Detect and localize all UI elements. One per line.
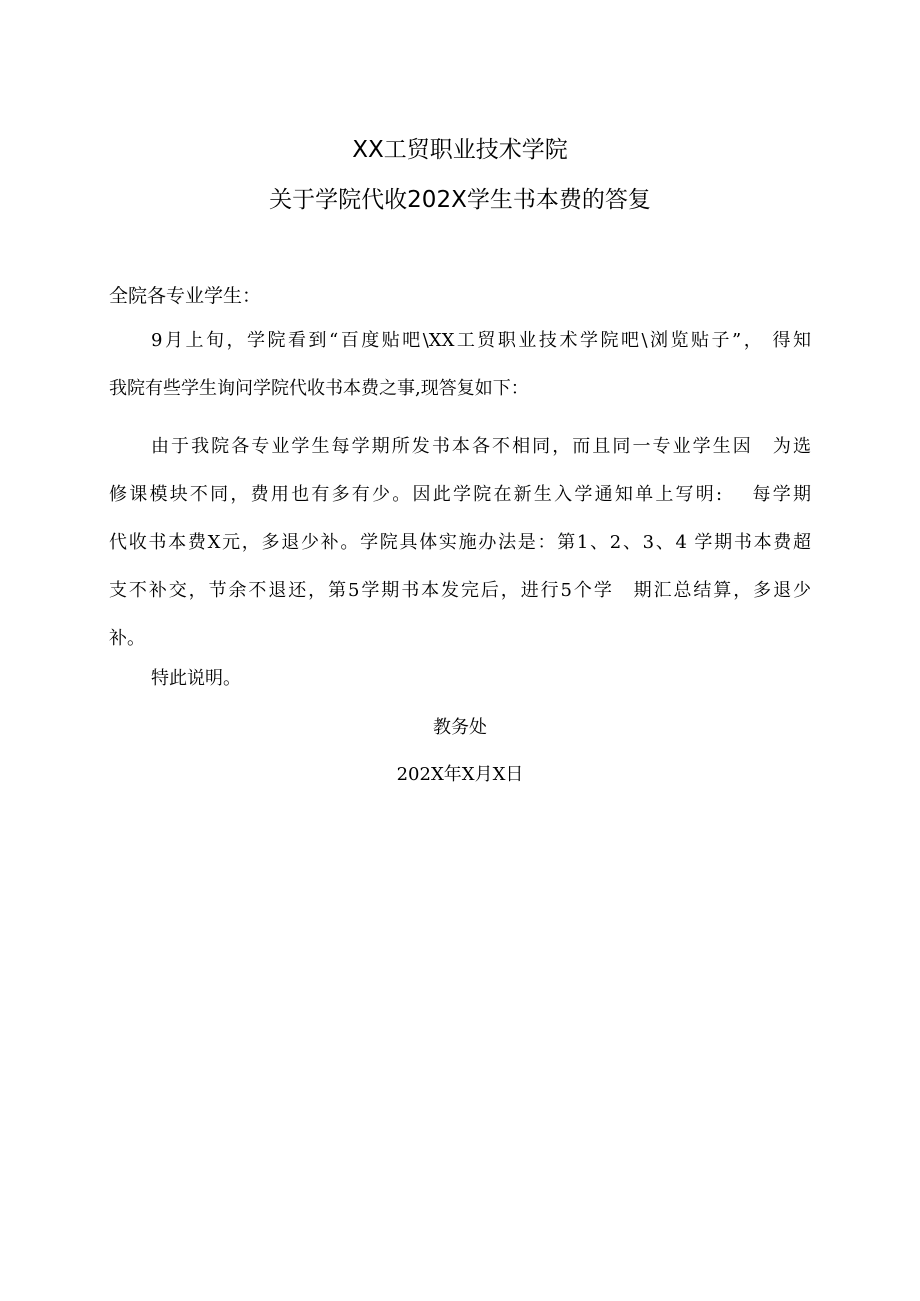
- paragraph-explanation: [109, 423, 811, 663]
- paragraph-line: 补。: [109, 628, 145, 649]
- paragraph-line: 9月上旬，学院看到“百度贴吧\XX工贸职业技术学院吧\浏览贴子”， 得知: [151, 330, 811, 351]
- document-title-institution: XX工贸职业技术学院: [352, 137, 568, 163]
- paragraph-line: 代收书本费X元，多退少补。学院具体实施办法是：第1、2、3、4 学期书本费超: [109, 532, 811, 553]
- signature-date: 202X年X月X日: [396, 764, 524, 785]
- paragraph-line: 由于我院各专业学生每学期所发书本各不相同，而且同一专业学生因 为选: [151, 436, 811, 457]
- paragraph-line: 支不补交，节余不退还，第5学期书本发完后，进行5个学 期汇总结算，多退少: [109, 580, 811, 601]
- document-title-subject: 关于学院代收202X学生书本费的答复: [269, 187, 651, 213]
- paragraph-line: 我院有些学生询问学院代收书本费之事,现答复如下：: [109, 378, 529, 399]
- salutation: 全院各专业学生：: [109, 285, 262, 307]
- signature-office: 教务处: [433, 717, 487, 738]
- closing-remark: 特此说明。: [151, 668, 241, 689]
- paragraph-line: 修课模块不同，费用也有多有少。因此学院在新生入学通知单上写明: 每学期: [109, 484, 811, 505]
- paragraph-notice: [109, 317, 811, 413]
